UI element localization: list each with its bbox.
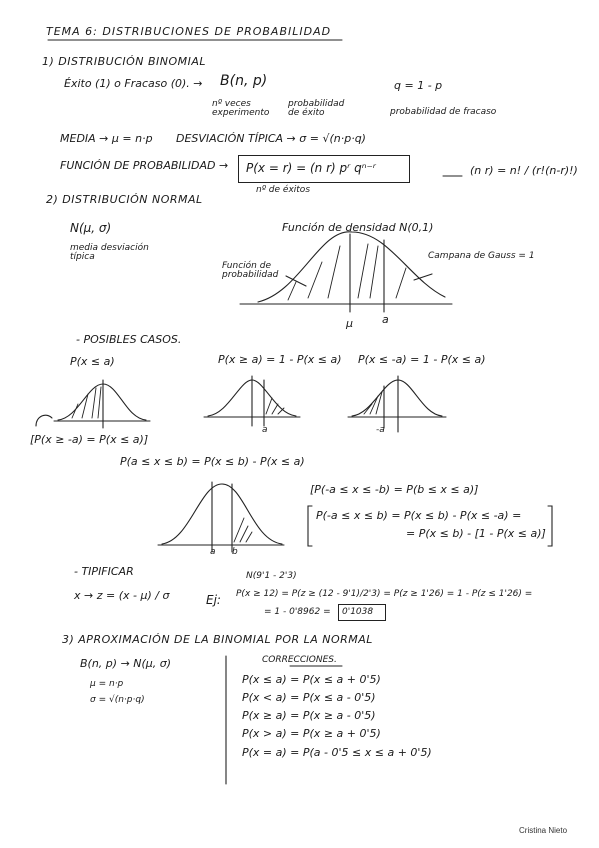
exito-line: Éxito (1) o Fracaso (0). →	[64, 77, 203, 90]
funcion-probabilidad-note: Función de probabilidad	[222, 261, 279, 280]
aprox-sigma: σ = √(n·p·q)	[90, 695, 145, 705]
binomial-notation: B(n, p)	[220, 73, 268, 89]
case-2-label: P(x ≥ a) = 1 - P(x ≤ a)	[218, 353, 342, 366]
note-p: probabilidad de éxito	[288, 99, 345, 118]
aprox-mu: μ = n·p	[90, 679, 124, 689]
case-4-label: [P(x ≥ -a) = P(x ≤ a)]	[30, 433, 149, 446]
combinatorio-formula: (n r) = n! / (r!(n-r)!)	[470, 164, 578, 177]
correccion-1: P(x ≤ a) = P(x ≤ a + 0'5)	[242, 673, 381, 686]
section-aproximacion-heading: 3) APROXIMACIÓN DE LA BINOMIAL POR LA NORMAL	[62, 633, 373, 646]
bracket-right	[548, 506, 552, 546]
case-curve-3	[348, 376, 446, 432]
correcciones-title: CORRECCIONES.	[262, 655, 337, 665]
ejemplo-line-1: P(x ≥ 12) = P(z ≥ (12 - 9'1)/2'3) = P(z ≥ 1'26) = 1 - P(z ≤ 1'26) =	[236, 589, 533, 599]
ejemplo-result: 0'1038	[342, 607, 374, 617]
normal-params-note: media desviación típica	[70, 243, 149, 262]
mu-label: μ	[346, 317, 353, 330]
q-equation: q = 1 - p	[394, 79, 443, 92]
author-credit: Cristina Nieto	[519, 826, 568, 835]
note-n: nº veces experimento	[212, 99, 270, 118]
case-7b-label: = P(x ≤ b) - [1 - P(x ≤ a)]	[406, 527, 546, 540]
a-label: a	[382, 313, 389, 326]
ejemplo-distribucion: N(9'1 - 2'3)	[246, 571, 297, 581]
case-3-label: P(x ≤ -a) = 1 - P(x ≤ a)	[358, 353, 486, 366]
hook-arrow	[36, 415, 52, 426]
case-5-a-label: a	[210, 547, 216, 557]
case-3-neg-a-label: -a	[376, 425, 385, 435]
case-7a-label: P(-a ≤ x ≤ b) = P(x ≤ b) - P(x ≤ -a) =	[316, 509, 522, 522]
posibles-casos: - POSIBLES CASOS.	[76, 333, 182, 346]
aprox-bn: B(n, p) → N(μ, σ)	[80, 657, 172, 670]
correccion-4: P(x > a) = P(x ≥ a + 0'5)	[242, 727, 381, 740]
case-1-label: P(x ≤ a)	[70, 355, 115, 368]
media-formula: MEDIA → μ = n·p	[60, 132, 153, 145]
section-normal-heading: 2) DISTRIBUCIÓN NORMAL	[46, 193, 203, 206]
n-exitos-note: nº de éxitos	[256, 185, 311, 195]
case-curve-1	[54, 380, 150, 428]
normal-notation: N(μ, σ)	[70, 221, 112, 235]
campana-gauss-note: Campana de Gauss = 1	[428, 251, 535, 261]
note-q: probabilidad de fracaso	[390, 107, 497, 117]
page-title: TEMA 6: DISTRIBUCIONES DE PROBABILIDAD	[46, 25, 332, 38]
densidad-label: Función de densidad N(0,1)	[282, 221, 434, 234]
case-curve-2	[204, 376, 300, 426]
desviacion-formula: DESVIACIÓN TÍPICA → σ = √(n·p·q)	[176, 132, 366, 145]
funcion-formula: P(x = r) = (n r) pʳ qⁿ⁻ʳ	[246, 161, 376, 175]
funcion-probabilidad-label: FUNCIÓN DE PROBABILIDAD →	[60, 159, 229, 172]
case-curve-5	[158, 482, 284, 552]
case-6-label: [P(-a ≤ x ≤ -b) = P(b ≤ x ≤ a)]	[310, 483, 479, 496]
case-2-a-label: a	[262, 425, 268, 435]
bracket-left	[308, 506, 312, 546]
tipificar-formula: x → z = (x - μ) / σ	[74, 589, 170, 602]
section-binomial-heading: 1) DISTRIBUCIÓN BINOMIAL	[42, 55, 207, 68]
tipificar-heading: - TIPIFICAR	[74, 565, 134, 578]
correccion-2: P(x < a) = P(x ≤ a - 0'5)	[242, 691, 376, 704]
ejemplo-label: Ej:	[206, 593, 221, 607]
correccion-3: P(x ≥ a) = P(x ≥ a - 0'5)	[242, 709, 376, 722]
ejemplo-line-2: = 1 - 0'8962 =	[264, 607, 331, 617]
case-5-label: P(a ≤ x ≤ b) = P(x ≤ b) - P(x ≤ a)	[120, 455, 305, 468]
case-5-b-label: b	[232, 547, 238, 557]
correccion-5: P(x = a) = P(a - 0'5 ≤ x ≤ a + 0'5)	[242, 746, 432, 759]
